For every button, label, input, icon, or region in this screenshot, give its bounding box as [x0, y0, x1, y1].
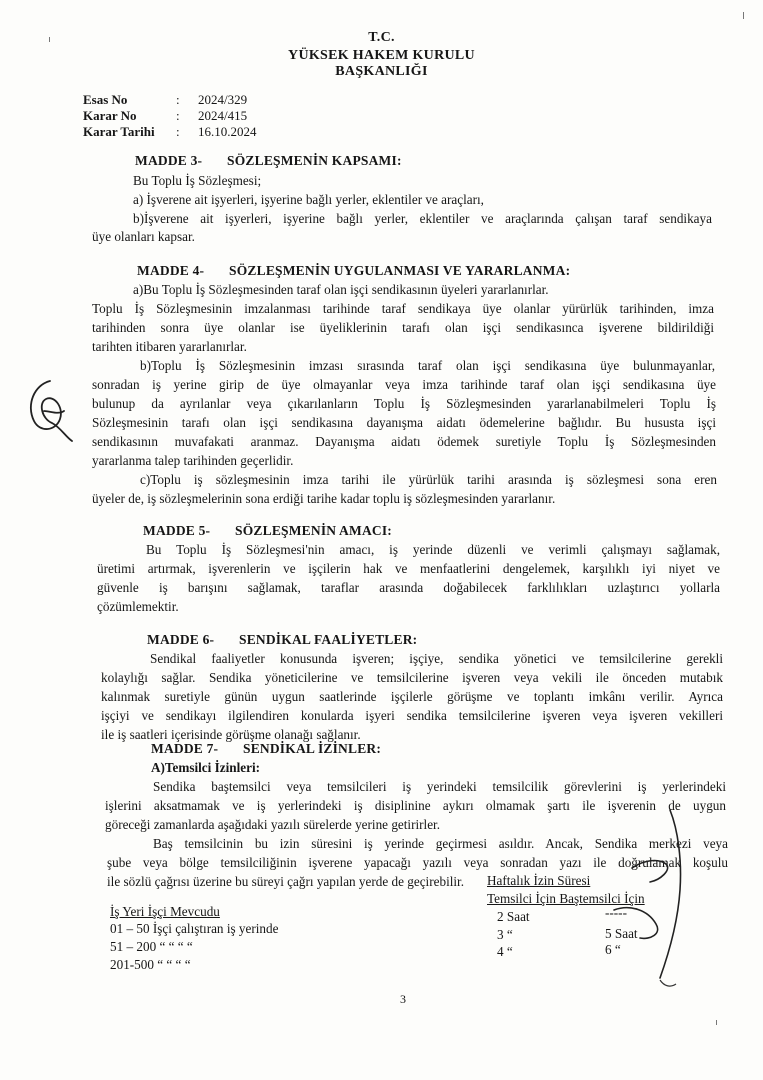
header-institution: YÜKSEK HAKEM KURULU	[288, 48, 475, 63]
article-4-line: sendikasının muvafakati aranmaz. Dayanışma aidatı ödemek suretiyle Toplu İş Sözleşmesinden	[92, 434, 716, 449]
article-3-heading	[135, 153, 402, 169]
article-6-line: işçiyi ve sendikayı ilgilendiren konularda işyeri sendika temsilcilerine işveren veya işveren vekilleri	[101, 708, 723, 723]
article-5-line: çözümlemektir.	[97, 599, 179, 614]
table-row-bastemsilci: 5 Saat	[605, 926, 638, 941]
article-7-line: şube veya bölge temsilciliğinin işverene yapacağı yazılı veya sonradan yazı ile doğrulamak koşulu	[107, 855, 728, 870]
article-3-line: Bu Toplu İş Sözleşmesi;	[133, 173, 262, 188]
table-head-weekly: Haftalık İzin Süresi	[487, 873, 591, 888]
article-5-line: Bu Toplu İş Sözleşmesi'nin amacı, iş yerinde düzenli ve verimli çalışmayı sağlamak,	[146, 542, 720, 557]
table-head-workers: İş Yeri İşçi Mevcudu	[110, 904, 220, 919]
table-row-left: 01 – 50 İşçi çalıştıran iş yerinde	[110, 921, 279, 936]
article-4-line: c)Toplu iş sözleşmesinin imza tarihi ile yürürlük tarihi arasında iş sözleşmesi sona eren	[140, 472, 717, 487]
article-6-line: kolaylığı sağlar. Sendika yöneticilerine ve temsilcilerine işveren veya vekili ile önceden mutabık	[101, 670, 723, 685]
meta-esas-label: Esas No	[83, 92, 128, 107]
header-tc: T.C.	[368, 30, 395, 45]
article-3-number: MADDE 3-	[135, 153, 203, 168]
article-4-line: yararlanma talep tarihinden geçerlidir.	[92, 453, 294, 468]
article-4-line: b)Toplu İş Sözleşmesinin imzası sırasında taraf olan işçi sendikasına üye bulunmayanlar,	[140, 358, 715, 373]
article-7-line: Baş temsilcinin bu izin süresini iş yerinde geçirmesi asıldır. Ancak, Sendika merkezi veya	[153, 836, 728, 851]
article-4-line: tarihten itibaren yararlanırlar.	[92, 339, 247, 354]
article-5-title: SÖZLEŞMENİN AMACI:	[235, 523, 392, 538]
article-6-number: MADDE 6-	[147, 632, 215, 647]
meta-tarih-value: 16.10.2024	[198, 124, 257, 139]
meta-colon: :	[176, 108, 180, 123]
article-4-title: SÖZLEŞMENİN UYGULANMASI VE YARARLANMA:	[229, 263, 571, 278]
meta-tarih-label: Karar Tarihi	[83, 124, 155, 139]
article-6-title: SENDİKAL FAALİYETLER:	[239, 632, 418, 647]
page-number: 3	[400, 992, 406, 1006]
header-department: BAŞKANLIĞI	[335, 64, 428, 79]
article-5-number: MADDE 5-	[143, 523, 211, 538]
handwritten-initial-mark	[20, 375, 80, 445]
scan-speck	[716, 1020, 717, 1025]
article-3-line: b)İşverene ait işyerleri, işyerine bağlı yerler, eklentiler ve araçlarında çalışan taraf sendikaya	[133, 211, 712, 226]
article-6-line: ile iş saatleri içerisinde görüşme olanağı sağlanır.	[101, 727, 361, 742]
article-4-number: MADDE 4-	[137, 263, 205, 278]
article-7-line: göreceği zamanlarda aşağıdaki yazılı sürelerde yerine getirirler.	[105, 817, 441, 832]
article-6-line: kalınmak suretiyle günün uygun saatlerinde işçilerle görüşme ve toplantı imkânı verilir. Ayrıca	[101, 689, 723, 704]
meta-colon: :	[176, 92, 180, 107]
article-4-line: a)Bu Toplu İş Sözleşmesinden taraf olan işçi sendikasının üyeleri yararlanırlar.	[133, 282, 549, 297]
table-row-temsilci: 3 “	[497, 927, 513, 942]
article-7-title: SENDİKAL İZİNLER:	[243, 741, 382, 756]
meta-colon: :	[176, 124, 180, 139]
article-7-line: işlerini aksatmamak ve iş yerlerindeki iş disiplinine aykırı olmamak şartı ile işverenin de uygun	[105, 798, 726, 813]
meta-esas-value: 2024/329	[198, 92, 248, 107]
article-6-line: Sendikal faaliyetler konusunda işveren; işçiye, sendika yönetici ve temsilcilerine gerekli	[150, 651, 723, 666]
scan-speck	[743, 12, 744, 19]
article-7-heading	[151, 741, 381, 757]
article-4-line: sonradan iş yerine girip de üye olmayanlar veya imza tarihinde taraf olan işçi sendikasına üye	[92, 377, 716, 392]
meta-karar-label: Karar No	[83, 108, 137, 123]
table-row-left: 51 – 200 “ “ “ “	[110, 939, 193, 954]
table-row-bastemsilci: -----	[605, 905, 627, 920]
handwritten-signature	[600, 800, 710, 1000]
article-4-line: Sözleşmesinin tarafı olan işçi sendikasına dayanışma aidatı ödemelerine bağlıdır. Bu hususta işçi	[92, 415, 716, 430]
article-7-number: MADDE 7-	[151, 741, 219, 756]
article-5-line: üretimi artırmak, işverenlerin ve işçilerin hak ve menfaatlerini dengelemek, karşılıklı iyi niyet ve	[97, 561, 720, 576]
article-4-heading	[137, 263, 570, 279]
article-4-line: üyeler de, iş sözleşmelerinin sona erdiği tarihe kadar toplu iş sözleşmesinden yararlanır.	[92, 491, 556, 506]
table-row-temsilci: 4 “	[497, 944, 513, 959]
table-row-left: 201-500 “ “ “ “	[110, 957, 191, 972]
article-4-line: bulunup da ayrılanlar veya çıkarılanların Toplu İş Sözleşmesinden yararlanabilmeleri Toplu İş	[92, 396, 716, 411]
article-7-line: ile sözlü çağrısı üzerine bu süreyi çağrı yapılan yerde de geçirebilir.	[107, 874, 465, 889]
scan-speck	[49, 37, 50, 42]
table-row-bastemsilci: 6 “	[605, 942, 621, 957]
article-6-heading	[147, 632, 417, 648]
article-7-subtitle: A)Temsilci İzinleri:	[151, 760, 261, 775]
table-row-temsilci: 2 Saat	[497, 909, 530, 924]
table-head-columns: Temsilci İçin Baştemsilci İçin	[487, 891, 645, 906]
meta-karar-value: 2024/415	[198, 108, 248, 123]
article-7-line: Sendika baştemsilci veya temsilcileri iş yerindeki temsilcilik görevlerini iş yerlerindeki	[153, 779, 726, 794]
article-3-line: üye olanları kapsar.	[92, 229, 195, 244]
article-4-line: tarihinden sonra üye olanlar ise üyeliklerinin tarafı olan işçi sendikasınca işverene bildirildiği	[92, 320, 714, 335]
article-3-title: SÖZLEŞMENİN KAPSAMI:	[227, 153, 402, 168]
article-5-heading	[143, 523, 392, 539]
article-5-line: güvenle iş barışını sağlamak, taraflar arasında doğabilecek farklılıkları uzlaştırıcı yollarla	[97, 580, 720, 595]
article-4-line: Toplu İş Sözleşmesinin imzalanması tarihinde taraf sendikaya üye olanlar yürürlük tarihinden, imza	[92, 301, 714, 316]
article-3-line: a) İşverene ait işyerleri, işyerine bağlı yerler, eklentiler ve araçları,	[133, 192, 484, 207]
